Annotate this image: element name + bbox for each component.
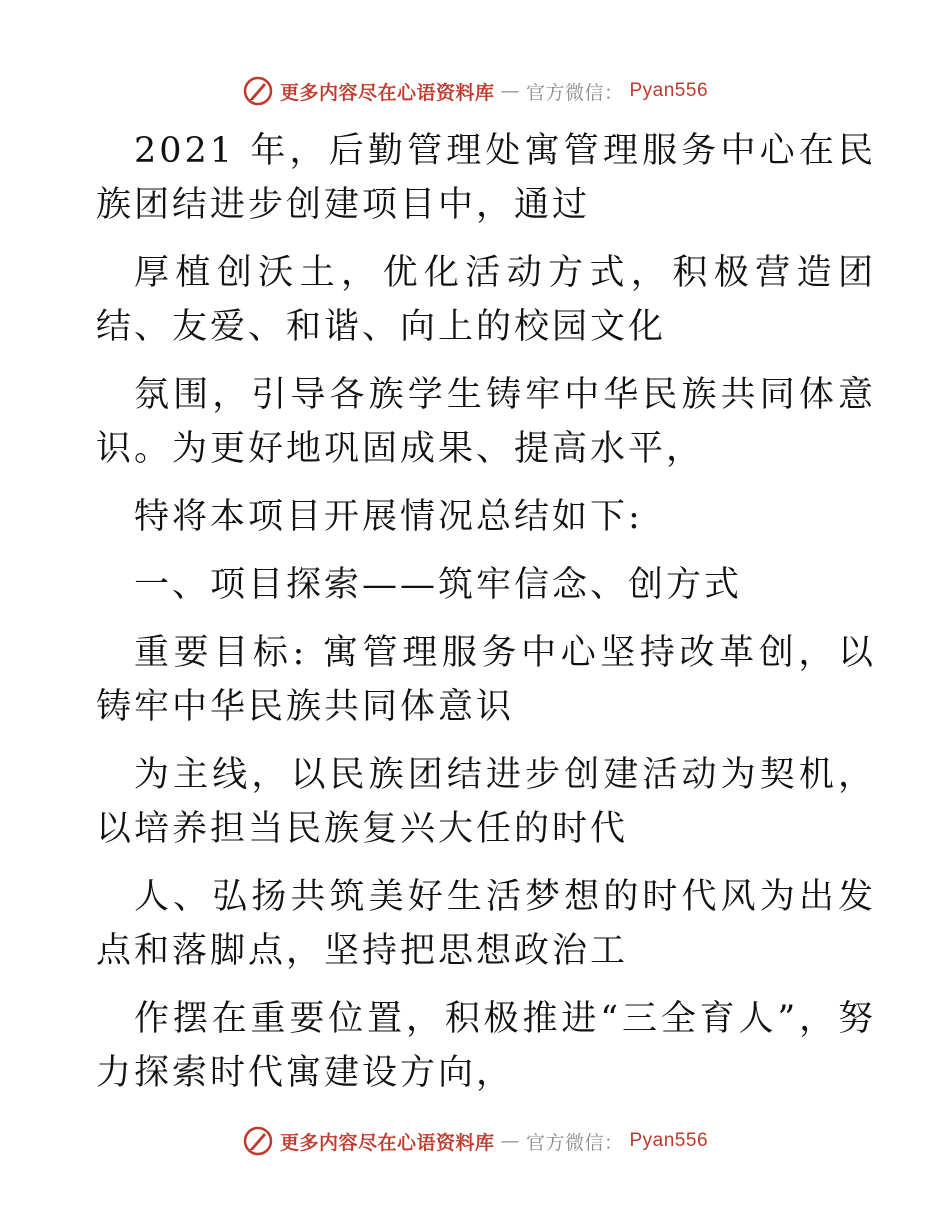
paragraph: 特将本项目开展情况总结如下: [134, 497, 643, 537]
quill-logo-icon [242, 75, 274, 107]
paragraph: 为主线，以民族团结进步创建活动为契机，以培养担当民族复兴大任的时代 [96, 755, 876, 849]
footer-watermark [0, 1121, 950, 1161]
watermark-wechat-label: 官方微信： [525, 81, 624, 104]
paragraph: 人、弘扬共筑美好生活梦想的时代风为出发点和落脚点，坚持把思想政治工 [96, 877, 876, 971]
section-heading: 一、项目探索——筑牢信念、创方式 [134, 565, 743, 605]
watermark-separator: — [500, 80, 520, 102]
paragraph: 氛围，引导各族学生铸牢中华民族共同体意识。为更好地巩固成果、提高水平， [96, 375, 876, 469]
header-watermark [0, 71, 950, 111]
watermark-wechat-id: Pyan556 [629, 1130, 709, 1151]
watermark-main-text: 更多内容尽在心语资料库 [279, 1131, 495, 1154]
watermark-separator: — [500, 1130, 520, 1152]
paragraph: 重要目标: 寓管理服务中心坚持改革创，以铸牢中华民族共同体意识 [96, 633, 876, 727]
watermark-main-text: 更多内容尽在心语资料库 [279, 81, 495, 104]
paragraph: 厚植创沃土，优化活动方式，积极营造团结、友爱、和谐、向上的校园文化 [96, 253, 876, 347]
watermark-wechat-label: 官方微信： [525, 1131, 624, 1154]
paragraph: 2021 年，后勤管理处寓管理服务中心在民族团结进步创建项目中，通过 [96, 131, 876, 225]
paragraph: 作摆在重要位置，积极推进“三全育人”，努力探索时代寓建设方向， [96, 999, 876, 1093]
watermark-wechat-id: Pyan556 [629, 80, 709, 101]
document-body [96, 124, 876, 1100]
quill-logo-icon [242, 1125, 274, 1157]
